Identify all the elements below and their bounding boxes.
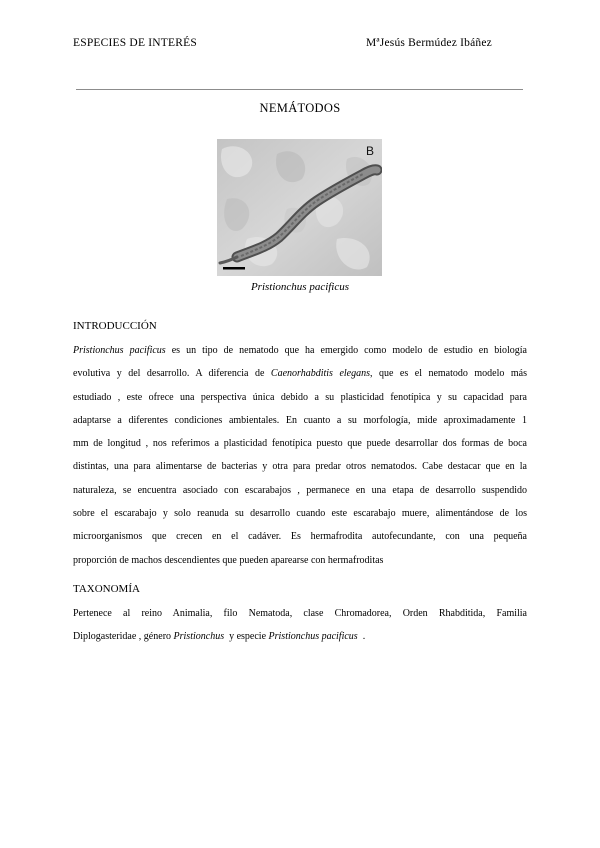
text-line: Diplogasteridae , género Pristionchus y especie Pristionchus pacificus . (73, 631, 366, 643)
text-line: mm de longitud , nos referimos a plasticidad fenotípica puesto que puede desarrollar dos formas de boca (73, 438, 527, 450)
text-line: Pristionchus pacificus es un tipo de nematodo que ha emergido como modelo de estudio en biología (73, 345, 527, 356)
figure-caption: Pristionchus pacificus (250, 281, 350, 293)
text-line: estudiado , este ofrece una perspectiva única debido a su plasticidad fenotípica y su capacidad para (73, 391, 527, 403)
header-author: MªJesús Bermúdez Ibáñez (366, 37, 492, 49)
nematode-micrograph (217, 139, 382, 276)
taxonomy-paragraph (73, 602, 527, 649)
header-section-title: ESPECIES DE INTERÉS (73, 37, 197, 49)
text-line: Pertenece al reino Animalia, filo Nematoda, clase Chromadorea, Orden Rhabditida, Familia (73, 608, 527, 619)
text-line: adaptarse a diferentes condiciones ambientales. En cuanto a su morfología, mide aproximadamente 1 (73, 414, 527, 426)
text-line: distintas, una para alimentarse de bacterias y otra para predar otros nematodos. Cabe destacar que en la (73, 461, 527, 473)
text-line: sobre el escarabajo y solo reanuda su desarrollo cuando este escarabajo muere, alimentándose de los (73, 508, 527, 520)
text-line: microorganismos que crecen en el cadáver. Es hermafrodita autofecundante, con una pequeña (73, 531, 527, 543)
intro-paragraph (73, 339, 527, 572)
header-divider (76, 89, 523, 90)
text-line: proporción de machos descendientes que pueden aparearse con hermafroditas (73, 554, 384, 566)
page-title: NEMÁTODOS (259, 101, 341, 115)
text-line: naturaleza, se encuentra asociado con escarabajos , permanece en una etapa de desarrollo suspendido (73, 484, 527, 496)
scale-bar (223, 267, 245, 270)
intro-heading: INTRODUCCIÓN (73, 320, 157, 332)
taxonomy-heading: TAXONOMÍA (73, 583, 140, 595)
panel-letter: B (366, 144, 375, 158)
text-line: evolutiva y del desarrollo. A diferencia de Caenorhabditis elegans, que es el nematodo modelo más (73, 368, 527, 380)
